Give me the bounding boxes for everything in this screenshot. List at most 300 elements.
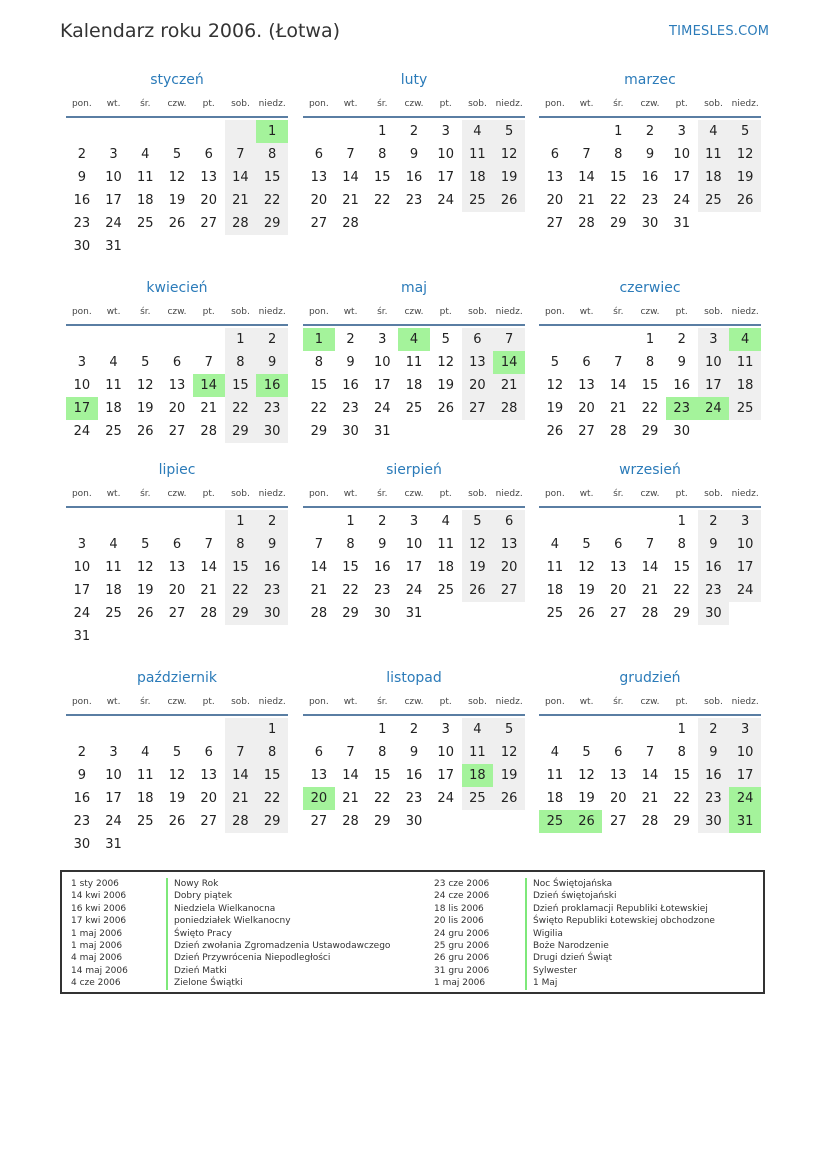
day-cell[interactable]: 24: [729, 579, 761, 602]
day-cell[interactable]: 8: [378, 745, 387, 760]
day-cell[interactable]: 9: [256, 351, 288, 374]
day-cell[interactable]: 10: [374, 355, 391, 370]
day-cell[interactable]: 5: [141, 537, 150, 552]
day-cell[interactable]: 5: [729, 120, 761, 143]
day-cell[interactable]: 9: [256, 533, 288, 556]
day-cell[interactable]: 8: [677, 745, 686, 760]
day-cell[interactable]: 30: [73, 239, 91, 254]
day-cell[interactable]: 1: [225, 510, 257, 533]
day-cell[interactable]: 12: [546, 378, 564, 393]
day-cell[interactable]: 12: [578, 768, 595, 783]
day-cell[interactable]: 11: [729, 351, 761, 374]
day-cell[interactable]: 15: [374, 170, 391, 185]
day-cell[interactable]: 6: [314, 745, 323, 760]
day-cell[interactable]: 6: [614, 745, 623, 760]
day-cell[interactable]: 10: [437, 147, 454, 162]
day-cell[interactable]: 22: [610, 193, 627, 208]
day-cell[interactable]: 26: [729, 189, 761, 212]
day-cell[interactable]: 7: [204, 355, 213, 370]
day-cell[interactable]: 18: [137, 791, 154, 806]
day-cell[interactable]: 29: [225, 420, 257, 443]
day-cell[interactable]: 29: [342, 606, 359, 621]
day-cell[interactable]: 30: [673, 424, 690, 439]
day-cell[interactable]: 27: [168, 424, 186, 439]
day-cell[interactable]: 22: [225, 397, 257, 420]
day-cell[interactable]: 25: [137, 814, 154, 829]
day-cell[interactable]: 30: [698, 810, 730, 833]
day-cell[interactable]: 12: [168, 768, 186, 783]
day-cell[interactable]: 6: [204, 745, 213, 760]
day-cell[interactable]: 8: [225, 533, 257, 556]
day-cell[interactable]: 15: [374, 768, 391, 783]
day-cell[interactable]: 27: [546, 216, 564, 231]
day-cell[interactable]: 5: [582, 745, 591, 760]
day-cell[interactable]: 23: [405, 791, 423, 806]
day-cell[interactable]: 1: [346, 514, 355, 529]
day-cell[interactable]: 14: [342, 170, 359, 185]
day-cell[interactable]: 21: [200, 401, 217, 416]
day-cell[interactable]: 17: [73, 583, 91, 598]
day-cell[interactable]: 27: [493, 579, 525, 602]
day-cell[interactable]: 19: [493, 764, 525, 787]
day-cell[interactable]: 22: [310, 401, 328, 416]
day-cell[interactable]: 17: [437, 170, 454, 185]
day-cell[interactable]: 22: [256, 189, 288, 212]
day-cell[interactable]: 8: [314, 355, 323, 370]
day-cell[interactable]: 21: [578, 193, 595, 208]
day-cell[interactable]: 2: [256, 328, 288, 351]
day-cell[interactable]: 14: [578, 170, 595, 185]
day-cell[interactable]: 20: [493, 556, 525, 579]
day-cell[interactable]: 24: [105, 814, 122, 829]
day-cell[interactable]: 24: [729, 787, 761, 810]
day-cell[interactable]: 5: [141, 355, 150, 370]
day-cell[interactable]: 25: [462, 787, 494, 810]
day-cell[interactable]: 13: [200, 768, 217, 783]
day-cell[interactable]: 21: [641, 791, 659, 806]
day-cell[interactable]: 28: [225, 212, 257, 235]
day-cell[interactable]: 22: [374, 193, 391, 208]
day-cell[interactable]: 23: [405, 193, 423, 208]
day-cell[interactable]: 16: [73, 791, 91, 806]
day-cell[interactable]: 9: [677, 355, 686, 370]
day-cell[interactable]: 4: [550, 537, 559, 552]
day-cell[interactable]: 9: [346, 355, 355, 370]
day-cell[interactable]: 20: [168, 401, 186, 416]
day-cell[interactable]: 29: [310, 424, 328, 439]
day-cell[interactable]: 27: [578, 424, 595, 439]
day-cell[interactable]: 25: [729, 397, 761, 420]
day-cell[interactable]: 7: [346, 745, 355, 760]
day-cell[interactable]: 29: [256, 810, 288, 833]
day-cell[interactable]: 17: [673, 170, 690, 185]
day-cell[interactable]: 12: [137, 378, 154, 393]
day-cell[interactable]: 14: [342, 768, 359, 783]
day-cell[interactable]: 24: [105, 216, 122, 231]
day-cell[interactable]: 21: [225, 189, 257, 212]
day-cell[interactable]: 14: [225, 166, 257, 189]
day-cell[interactable]: 28: [610, 424, 627, 439]
day-cell[interactable]: 24: [437, 193, 454, 208]
day-cell[interactable]: 21: [225, 787, 257, 810]
day-cell[interactable]: 17: [729, 556, 761, 579]
day-cell[interactable]: 20: [578, 401, 595, 416]
day-cell[interactable]: 14: [200, 560, 217, 575]
day-cell[interactable]: 6: [314, 147, 323, 162]
day-cell[interactable]: 26: [571, 810, 603, 833]
day-cell[interactable]: 25: [137, 216, 154, 231]
day-cell[interactable]: 23: [342, 401, 359, 416]
day-cell[interactable]: 1: [378, 722, 387, 737]
day-cell[interactable]: 1: [225, 328, 257, 351]
day-cell[interactable]: 9: [409, 147, 419, 162]
day-cell[interactable]: 27: [610, 606, 627, 621]
day-cell[interactable]: 29: [225, 602, 257, 625]
day-cell[interactable]: 11: [105, 378, 122, 393]
day-cell[interactable]: 11: [105, 560, 122, 575]
day-cell[interactable]: 16: [673, 378, 690, 393]
day-cell[interactable]: 21: [342, 791, 359, 806]
day-cell[interactable]: 31: [73, 629, 91, 644]
day-cell[interactable]: 20: [462, 374, 494, 397]
day-cell[interactable]: 8: [378, 147, 387, 162]
day-cell[interactable]: 12: [493, 741, 525, 764]
day-cell[interactable]: 14: [310, 560, 328, 575]
day-cell[interactable]: 5: [172, 745, 182, 760]
day-cell[interactable]: 17: [437, 768, 454, 783]
day-cell[interactable]: 27: [200, 216, 217, 231]
day-cell[interactable]: 17: [405, 560, 423, 575]
day-cell[interactable]: 27: [310, 216, 328, 231]
day-cell[interactable]: 6: [172, 537, 182, 552]
day-cell[interactable]: 6: [582, 355, 591, 370]
day-cell[interactable]: 19: [137, 583, 154, 598]
day-cell[interactable]: 19: [729, 166, 761, 189]
day-cell[interactable]: 7: [225, 741, 257, 764]
day-cell[interactable]: 11: [437, 537, 454, 552]
day-cell[interactable]: 28: [200, 606, 217, 621]
day-cell[interactable]: 4: [441, 514, 450, 529]
day-cell[interactable]: 24: [374, 401, 391, 416]
day-cell[interactable]: 10: [105, 170, 122, 185]
day-cell[interactable]: 2: [698, 718, 730, 741]
day-cell[interactable]: 24: [437, 791, 454, 806]
day-cell[interactable]: 22: [342, 583, 359, 598]
day-cell[interactable]: 10: [673, 147, 690, 162]
day-cell[interactable]: 17: [729, 764, 761, 787]
day-cell[interactable]: 30: [374, 606, 391, 621]
day-cell[interactable]: 22: [673, 791, 690, 806]
day-cell[interactable]: 29: [610, 216, 627, 231]
day-cell[interactable]: 16: [405, 170, 423, 185]
day-cell[interactable]: 19: [137, 401, 154, 416]
day-cell[interactable]: 28: [200, 424, 217, 439]
day-cell[interactable]: 15: [256, 166, 288, 189]
day-cell[interactable]: 29: [673, 814, 690, 829]
day-cell[interactable]: 16: [73, 193, 91, 208]
day-cell[interactable]: 18: [698, 166, 730, 189]
day-cell[interactable]: 14: [641, 560, 659, 575]
day-cell[interactable]: 30: [256, 420, 288, 443]
day-cell[interactable]: 17: [698, 374, 730, 397]
day-cell[interactable]: 26: [437, 401, 454, 416]
day-cell[interactable]: 4: [698, 120, 730, 143]
day-cell[interactable]: 30: [405, 814, 423, 829]
day-cell[interactable]: 21: [310, 583, 328, 598]
day-cell[interactable]: 30: [256, 602, 288, 625]
day-cell[interactable]: 19: [437, 378, 454, 393]
day-cell[interactable]: 15: [610, 170, 627, 185]
day-cell[interactable]: 2: [409, 722, 419, 737]
day-cell[interactable]: 24: [698, 397, 730, 420]
day-cell[interactable]: 14: [610, 378, 627, 393]
day-cell[interactable]: 2: [677, 332, 686, 347]
day-cell[interactable]: 11: [462, 741, 494, 764]
day-cell[interactable]: 21: [342, 193, 359, 208]
day-cell[interactable]: 31: [673, 216, 690, 231]
day-cell[interactable]: 25: [698, 189, 730, 212]
day-cell[interactable]: 12: [578, 560, 595, 575]
day-cell[interactable]: 23: [374, 583, 391, 598]
day-cell[interactable]: 17: [105, 791, 122, 806]
day-cell[interactable]: 18: [729, 374, 761, 397]
day-cell[interactable]: 14: [225, 764, 257, 787]
day-cell[interactable]: 30: [73, 837, 91, 852]
day-cell[interactable]: 23: [641, 193, 659, 208]
day-cell[interactable]: 10: [105, 768, 122, 783]
day-cell[interactable]: 4: [550, 745, 559, 760]
day-cell[interactable]: 16: [698, 556, 730, 579]
day-cell[interactable]: 2: [77, 147, 86, 162]
day-cell[interactable]: 21: [610, 401, 627, 416]
day-cell[interactable]: 12: [137, 560, 154, 575]
day-cell[interactable]: 3: [677, 124, 686, 139]
day-cell[interactable]: 7: [645, 537, 655, 552]
day-cell[interactable]: 25: [105, 606, 122, 621]
day-cell[interactable]: 17: [374, 378, 391, 393]
day-cell[interactable]: 15: [673, 560, 690, 575]
day-cell[interactable]: 10: [729, 741, 761, 764]
day-cell[interactable]: 11: [546, 768, 564, 783]
day-cell[interactable]: 3: [409, 514, 419, 529]
day-cell[interactable]: 14: [493, 351, 525, 374]
day-cell[interactable]: 1: [677, 514, 686, 529]
day-cell[interactable]: 31: [729, 810, 761, 833]
day-cell[interactable]: 23: [698, 579, 730, 602]
brand-link[interactable]: TIMESLES.COM: [669, 24, 770, 39]
day-cell[interactable]: 3: [77, 355, 86, 370]
day-cell[interactable]: 27: [200, 814, 217, 829]
day-cell[interactable]: 8: [677, 537, 686, 552]
day-cell[interactable]: 18: [137, 193, 154, 208]
day-cell[interactable]: 7: [614, 355, 623, 370]
day-cell[interactable]: 24: [673, 193, 690, 208]
day-cell[interactable]: 20: [310, 193, 328, 208]
day-cell[interactable]: 20: [610, 583, 627, 598]
day-cell[interactable]: 5: [493, 718, 525, 741]
day-cell[interactable]: 8: [256, 143, 288, 166]
day-cell[interactable]: 19: [493, 166, 525, 189]
day-cell[interactable]: 19: [168, 791, 186, 806]
day-cell[interactable]: 22: [225, 579, 257, 602]
day-cell[interactable]: 11: [137, 170, 154, 185]
day-cell[interactable]: 14: [193, 374, 225, 397]
day-cell[interactable]: 29: [256, 212, 288, 235]
day-cell[interactable]: 22: [673, 583, 690, 598]
day-cell[interactable]: 28: [342, 216, 359, 231]
day-cell[interactable]: 4: [141, 745, 150, 760]
day-cell[interactable]: 13: [310, 170, 328, 185]
day-cell[interactable]: 28: [310, 606, 328, 621]
day-cell[interactable]: 19: [462, 556, 494, 579]
day-cell[interactable]: 16: [256, 374, 288, 397]
day-cell[interactable]: 12: [493, 143, 525, 166]
day-cell[interactable]: 11: [462, 143, 494, 166]
day-cell[interactable]: 11: [405, 355, 423, 370]
day-cell[interactable]: 1: [378, 124, 387, 139]
day-cell[interactable]: 15: [256, 764, 288, 787]
day-cell[interactable]: 20: [200, 791, 217, 806]
day-cell[interactable]: 5: [441, 332, 450, 347]
day-cell[interactable]: 2: [409, 124, 419, 139]
day-cell[interactable]: 7: [645, 745, 655, 760]
day-cell[interactable]: 13: [493, 533, 525, 556]
day-cell[interactable]: 16: [405, 768, 423, 783]
day-cell[interactable]: 15: [225, 556, 257, 579]
day-cell[interactable]: 18: [462, 764, 494, 787]
day-cell[interactable]: 28: [641, 814, 659, 829]
day-cell[interactable]: 4: [398, 328, 430, 351]
day-cell[interactable]: 21: [200, 583, 217, 598]
day-cell[interactable]: 22: [641, 401, 659, 416]
day-cell[interactable]: 15: [225, 374, 257, 397]
day-cell[interactable]: 23: [256, 397, 288, 420]
day-cell[interactable]: 19: [168, 193, 186, 208]
day-cell[interactable]: 26: [168, 216, 186, 231]
day-cell[interactable]: 9: [378, 537, 387, 552]
day-cell[interactable]: 2: [346, 332, 355, 347]
day-cell[interactable]: 6: [493, 510, 525, 533]
day-cell[interactable]: 7: [493, 328, 525, 351]
day-cell[interactable]: 18: [462, 166, 494, 189]
day-cell[interactable]: 26: [493, 787, 525, 810]
day-cell[interactable]: 27: [168, 606, 186, 621]
day-cell[interactable]: 6: [550, 147, 559, 162]
day-cell[interactable]: 3: [441, 722, 450, 737]
day-cell[interactable]: 17: [105, 193, 122, 208]
day-cell[interactable]: 30: [698, 602, 730, 625]
day-cell[interactable]: 3: [729, 718, 761, 741]
day-cell[interactable]: 20: [200, 193, 217, 208]
day-cell[interactable]: 3: [729, 510, 761, 533]
day-cell[interactable]: 9: [645, 147, 655, 162]
day-cell[interactable]: 9: [77, 768, 86, 783]
day-cell[interactable]: 3: [441, 124, 450, 139]
day-cell[interactable]: 19: [578, 791, 595, 806]
day-cell[interactable]: 8: [614, 147, 623, 162]
day-cell[interactable]: 16: [641, 170, 659, 185]
day-cell[interactable]: 31: [105, 239, 122, 254]
day-cell[interactable]: 4: [462, 718, 494, 741]
day-cell[interactable]: 15: [310, 378, 328, 393]
day-cell[interactable]: 4: [141, 147, 150, 162]
day-cell[interactable]: 13: [578, 378, 595, 393]
day-cell[interactable]: 28: [641, 606, 659, 621]
day-cell[interactable]: 26: [493, 189, 525, 212]
day-cell[interactable]: 1: [614, 124, 623, 139]
day-cell[interactable]: 2: [77, 745, 86, 760]
day-cell[interactable]: 1: [645, 332, 655, 347]
day-cell[interactable]: 24: [405, 583, 423, 598]
day-cell[interactable]: 28: [342, 814, 359, 829]
day-cell[interactable]: 8: [346, 537, 355, 552]
day-cell[interactable]: 27: [462, 397, 494, 420]
day-cell[interactable]: 6: [614, 537, 623, 552]
day-cell[interactable]: 12: [168, 170, 186, 185]
day-cell[interactable]: 1: [256, 718, 288, 741]
day-cell[interactable]: 30: [342, 424, 359, 439]
day-cell[interactable]: 12: [462, 533, 494, 556]
day-cell[interactable]: 25: [437, 583, 454, 598]
day-cell[interactable]: 6: [462, 328, 494, 351]
day-cell[interactable]: 4: [462, 120, 494, 143]
day-cell[interactable]: 18: [546, 791, 564, 806]
day-cell[interactable]: 7: [314, 537, 323, 552]
day-cell[interactable]: 19: [578, 583, 595, 598]
day-cell[interactable]: 6: [172, 355, 182, 370]
day-cell[interactable]: 7: [346, 147, 355, 162]
day-cell[interactable]: 26: [137, 606, 154, 621]
day-cell[interactable]: 18: [105, 583, 122, 598]
day-cell[interactable]: 28: [578, 216, 595, 231]
day-cell[interactable]: 3: [378, 332, 387, 347]
day-cell[interactable]: 8: [645, 355, 655, 370]
day-cell[interactable]: 23: [666, 397, 698, 420]
day-cell[interactable]: 19: [546, 401, 564, 416]
day-cell[interactable]: 5: [462, 510, 494, 533]
day-cell[interactable]: 20: [546, 193, 564, 208]
day-cell[interactable]: 13: [546, 170, 564, 185]
day-cell[interactable]: 2: [645, 124, 655, 139]
day-cell[interactable]: 13: [168, 378, 186, 393]
day-cell[interactable]: 8: [256, 741, 288, 764]
day-cell[interactable]: 23: [256, 579, 288, 602]
day-cell[interactable]: 28: [493, 397, 525, 420]
day-cell[interactable]: 1: [303, 328, 335, 351]
day-cell[interactable]: 4: [729, 328, 761, 351]
day-cell[interactable]: 8: [225, 351, 257, 374]
day-cell[interactable]: 16: [698, 764, 730, 787]
day-cell[interactable]: 20: [168, 583, 186, 598]
day-cell[interactable]: 13: [610, 768, 627, 783]
day-cell[interactable]: 9: [698, 741, 730, 764]
day-cell[interactable]: 21: [641, 583, 659, 598]
day-cell[interactable]: 29: [374, 814, 391, 829]
day-cell[interactable]: 4: [109, 355, 118, 370]
day-cell[interactable]: 25: [462, 189, 494, 212]
day-cell[interactable]: 2: [256, 510, 288, 533]
day-cell[interactable]: 24: [73, 424, 91, 439]
day-cell[interactable]: 25: [405, 401, 423, 416]
day-cell[interactable]: 18: [437, 560, 454, 575]
day-cell[interactable]: 26: [137, 424, 154, 439]
day-cell[interactable]: 25: [105, 424, 122, 439]
day-cell[interactable]: 15: [641, 378, 659, 393]
day-cell[interactable]: 16: [256, 556, 288, 579]
day-cell[interactable]: 18: [105, 401, 122, 416]
day-cell[interactable]: 13: [168, 560, 186, 575]
day-cell[interactable]: 1: [677, 722, 686, 737]
